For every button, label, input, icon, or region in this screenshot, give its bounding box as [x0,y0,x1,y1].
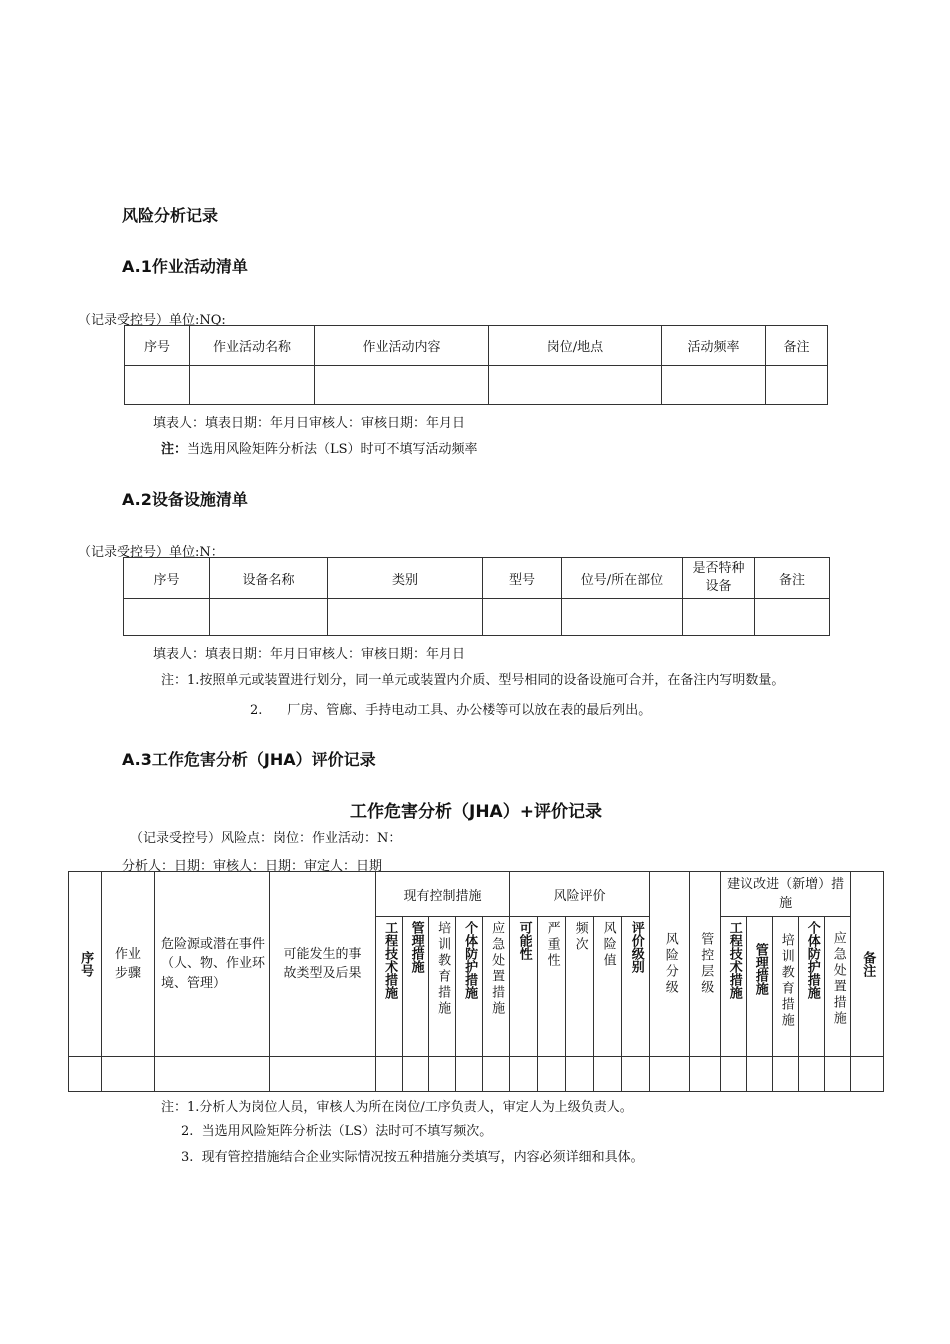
jha-header-seq: 序号 [69,872,102,1057]
section-a3-heading: A.3工作危害分析（JHA）评价记录 [122,750,376,769]
jha-suggest-ppe: 个体防护措施 [799,917,825,1057]
jha-header-risk-evaluation: 风险评价 [510,872,650,917]
a2-header-seq: 序号 [124,558,210,599]
a1-header-activity-content: 作业活动内容 [315,326,489,366]
jha-existing-training: 培训教育措施 [429,917,456,1057]
a1-note [161,438,478,457]
table-cell [315,366,489,405]
jha-table-title: 工作危害分析（JHA）+评价记录 [350,802,602,822]
table-cell [102,1057,155,1092]
table-cell [747,1057,773,1092]
activity-list-table [124,325,828,405]
jha-suggest-engineering: 工程技术措施 [721,917,747,1057]
table-cell [403,1057,429,1092]
table-cell [851,1057,884,1092]
jha-header-existing-controls: 现有控制措施 [376,872,510,917]
jha-header-step: 作业步骤 [102,872,155,1057]
table-cell [270,1057,376,1092]
jha-suggest-emergency: 应急处置措施 [825,917,851,1057]
a2-header-remark: 备注 [755,558,830,599]
jha-empty-row [69,1057,884,1092]
jha-eval-severity: 严重性 [538,917,566,1057]
table-cell [510,1057,538,1092]
jha-eval-frequency: 频次 [566,917,594,1057]
jha-suggest-management: 管理措施 [747,917,773,1057]
section-a1-heading: A.1作业活动清单 [122,257,248,276]
jha-header-remark: 备注 [851,872,884,1057]
table-cell [376,1057,403,1092]
a1-header-seq: 序号 [125,326,190,366]
table-cell [69,1057,102,1092]
a2-header-position: 位号/所在部位 [562,558,683,599]
a1-empty-row [125,366,828,405]
table-cell [538,1057,566,1092]
table-cell [721,1057,747,1092]
table-cell [483,1057,510,1092]
table-cell [799,1057,825,1092]
table-cell [456,1057,483,1092]
document-title: 风险分析记录 [122,206,219,225]
jha-eval-likelihood: 可能性 [510,917,538,1057]
jha-eval-risk-value: 风险值 [594,917,622,1057]
a2-note-2: 2. 厂房、管廊、手持电动工具、办公楼等可以放在表的最后列出。 [250,703,652,718]
a1-note-label: 注： [161,442,188,457]
a3-note-2: 2. 当选用风险矩阵分析法（LS）法时可不填写频次。 [181,1124,493,1139]
table-cell [562,599,683,636]
a2-note-1: 注：1.按照单元或装置进行划分，同一单元或装置内介质、型号相同的设备设施可合并，在备注内写明数量。 [161,673,785,688]
a3-analyst-line: 分析人：日期：审核人：日期：审定人：日期 [122,859,383,874]
a1-note-text: 当选用风险矩阵分析法（LS）时可不填写活动频率 [187,442,478,457]
table-cell [328,599,483,636]
a2-record-line: （记录受控号）单位:N： [78,545,224,560]
a1-header-remark: 备注 [766,326,828,366]
a1-header-activity-name: 作业活动名称 [190,326,315,366]
table-cell [429,1057,456,1092]
table-cell [773,1057,799,1092]
table-cell [566,1057,594,1092]
table-cell [662,366,766,405]
table-cell [594,1057,622,1092]
a2-header-category: 类别 [328,558,483,599]
jha-existing-management: 管理措施 [403,917,429,1057]
table-cell [155,1057,270,1092]
jha-header-suggested-measures: 建议改进（新增）措施 [721,872,851,917]
table-cell [190,366,315,405]
jha-eval-grade: 评价级别 [622,917,650,1057]
a2-empty-row [124,599,830,636]
jha-header-consequence: 可能发生的事故类型及后果 [270,872,376,1057]
a3-record-line: （记录受控号）风险点：岗位：作业活动：N： [130,831,402,846]
a3-note-1: 注：1.分析人为岗位人员，审核人为所在岗位/工序负责人，审定人为上级负责人。 [161,1100,633,1115]
equipment-list-table [123,557,830,636]
table-cell [690,1057,721,1092]
a1-record-line: （记录受控号）单位:NQ: [78,313,226,328]
a1-header-frequency: 活动频率 [662,326,766,366]
a1-fill-line: 填表人：填表日期：年月日审核人：审核日期：年月日 [153,416,466,431]
jha-evaluation-table [68,871,884,1092]
table-cell [489,366,662,405]
table-cell [766,366,828,405]
table-cell [125,366,190,405]
table-cell [650,1057,690,1092]
table-cell [210,599,328,636]
a2-header-special-equipment: 是否特种设备 [683,558,755,599]
a3-note-3: 3. 现有管控措施结合企业实际情况按五种措施分类填写，内容必须详细和具体。 [181,1150,644,1165]
section-a2-heading: A.2设备设施清单 [122,490,248,509]
jha-header-control-level: 管控层级 [690,872,721,1057]
table-cell [683,599,755,636]
table-cell [825,1057,851,1092]
jha-header-risk-level: 风险分级 [650,872,690,1057]
jha-suggest-training: 培训教育措施 [773,917,799,1057]
table-cell [483,599,562,636]
a2-header-model: 型号 [483,558,562,599]
jha-existing-ppe: 个体防护措施 [456,917,483,1057]
table-cell [124,599,210,636]
a1-header-post: 岗位/地点 [489,326,662,366]
table-cell [755,599,830,636]
jha-header-hazard: 危险源或潜在事件（人、物、作业环境、管理） [155,872,270,1057]
a2-fill-line: 填表人：填表日期：年月日审核人：审核日期：年月日 [153,647,466,662]
table-cell [622,1057,650,1092]
jha-existing-engineering: 工程技术措施 [376,917,403,1057]
a2-header-equipment-name: 设备名称 [210,558,328,599]
jha-existing-emergency: 应急处置措施 [483,917,510,1057]
